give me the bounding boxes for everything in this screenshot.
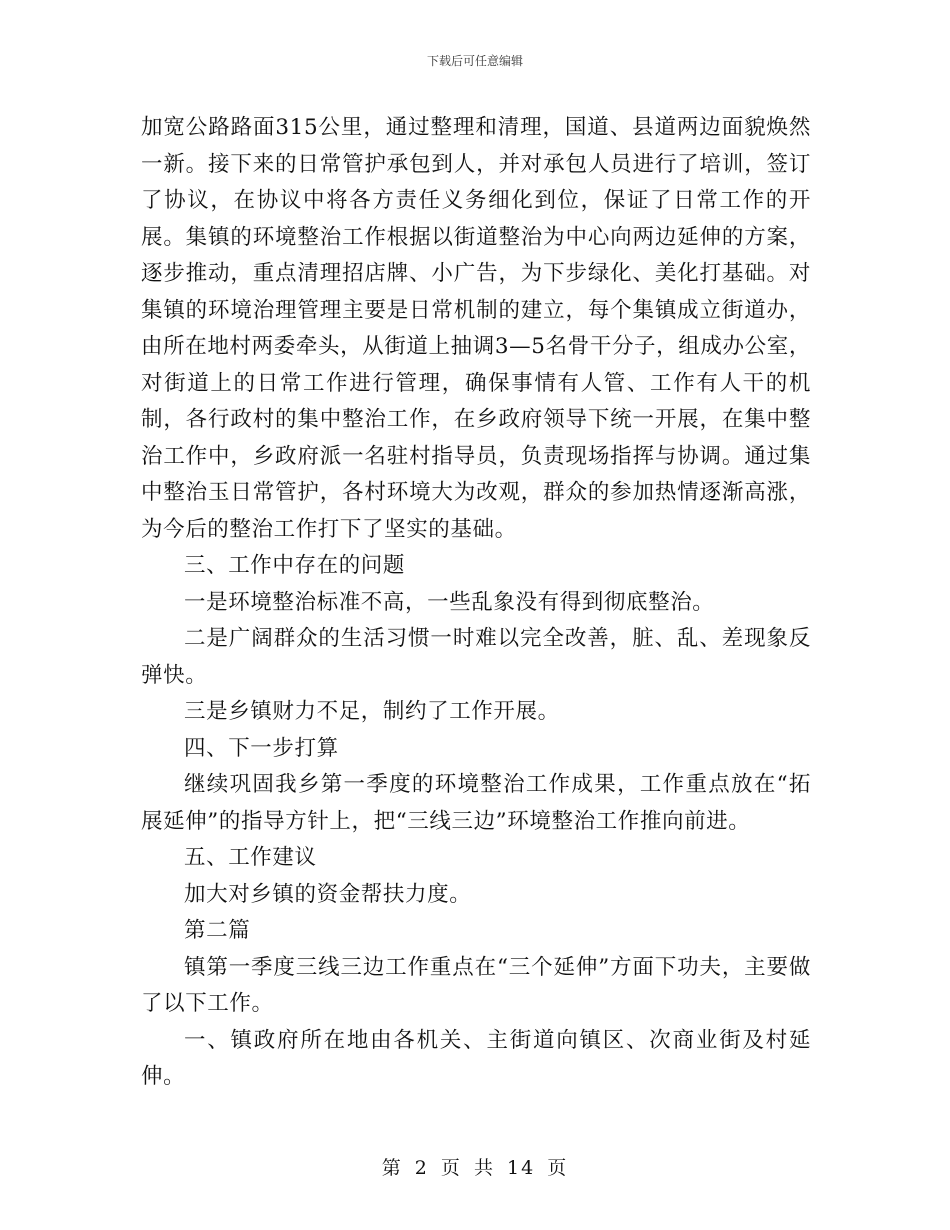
paragraph-next-plan: 继续巩固我乡第一季度的环境整治工作成果，工作重点放在“拓展延伸”的指导方针上，把“三线三边”环境整治工作推向前进。 <box>141 772 811 834</box>
paragraph-part-two-intro: 镇第一季度三线三边工作重点在“三个延伸”方面下功夫，主要做了以下工作。 <box>141 954 811 1016</box>
paragraph-suggestion: 加大对乡镇的资金帮扶力度。 <box>184 881 472 907</box>
page-header: 下载后可任意编辑 <box>426 54 523 68</box>
section-heading-suggestions: 五、工作建议 <box>184 845 317 870</box>
page-footer <box>0 1153 950 1180</box>
document-body <box>141 110 811 1096</box>
footer-total-prefix: 共 <box>473 1157 495 1179</box>
paragraph-problem-1: 一是环境整治标准不高，一些乱象没有得到彻底整治。 <box>184 589 715 615</box>
paragraph-problem-2: 二是广阔群众的生活习惯一时难以完全改善，脏、乱、差现象反弹快。 <box>141 626 811 688</box>
footer-prefix: 第 <box>381 1157 403 1179</box>
section-heading-next-plan: 四、下一步打算 <box>184 735 339 761</box>
footer-page-word: 页 <box>440 1157 462 1179</box>
paragraph-part-two-item-1: 一、镇政府所在地由各机关、主街道向镇区、次商业街及村延伸。 <box>141 1027 811 1089</box>
paragraph-problem-3: 三是乡镇财力不足，制约了工作开展。 <box>184 699 560 724</box>
section-heading-part-two: 第二篇 <box>184 918 251 943</box>
section-heading-problems: 三、工作中存在的问题 <box>184 553 406 578</box>
footer-current-page: 2 <box>414 1157 429 1179</box>
footer-total-pages: 14 <box>507 1157 536 1179</box>
footer-suffix: 页 <box>547 1157 569 1179</box>
paragraph-continued: 加宽公路路面315公里，通过整理和清理，国道、县道两边面貌焕然一新。接下来的日常管护承包到人，并对承包人员进行了培训，签订了协议，在协议中将各方责任义务细化到位，保证了日常工作的开展。集镇的环境整治工作根据以街道整治为中心向两边延伸的方案，逐步推动，重点清理招店牌、小广告，为下步绿化、美化打基础。对集镇的环境治理管理主要是日常机制的建立，每个集镇成立街道办，由所在地村两委牵头，从街道上抽调3—5名骨干分子，组成办公室，对街道上的日常工作进行管理，确保事情有人管、工作有人干的机制，各行政村的集中整治工作，在乡政府领导下统一开展，在集中整治工作中，乡政府派一名驻村指导员，负责现场指挥与协调。通过集中整治玉日常管护，各村环境大为改观，群众的参加热情逐渐高涨，为今后的整治工作打下了坚实的基础。 <box>141 115 811 542</box>
